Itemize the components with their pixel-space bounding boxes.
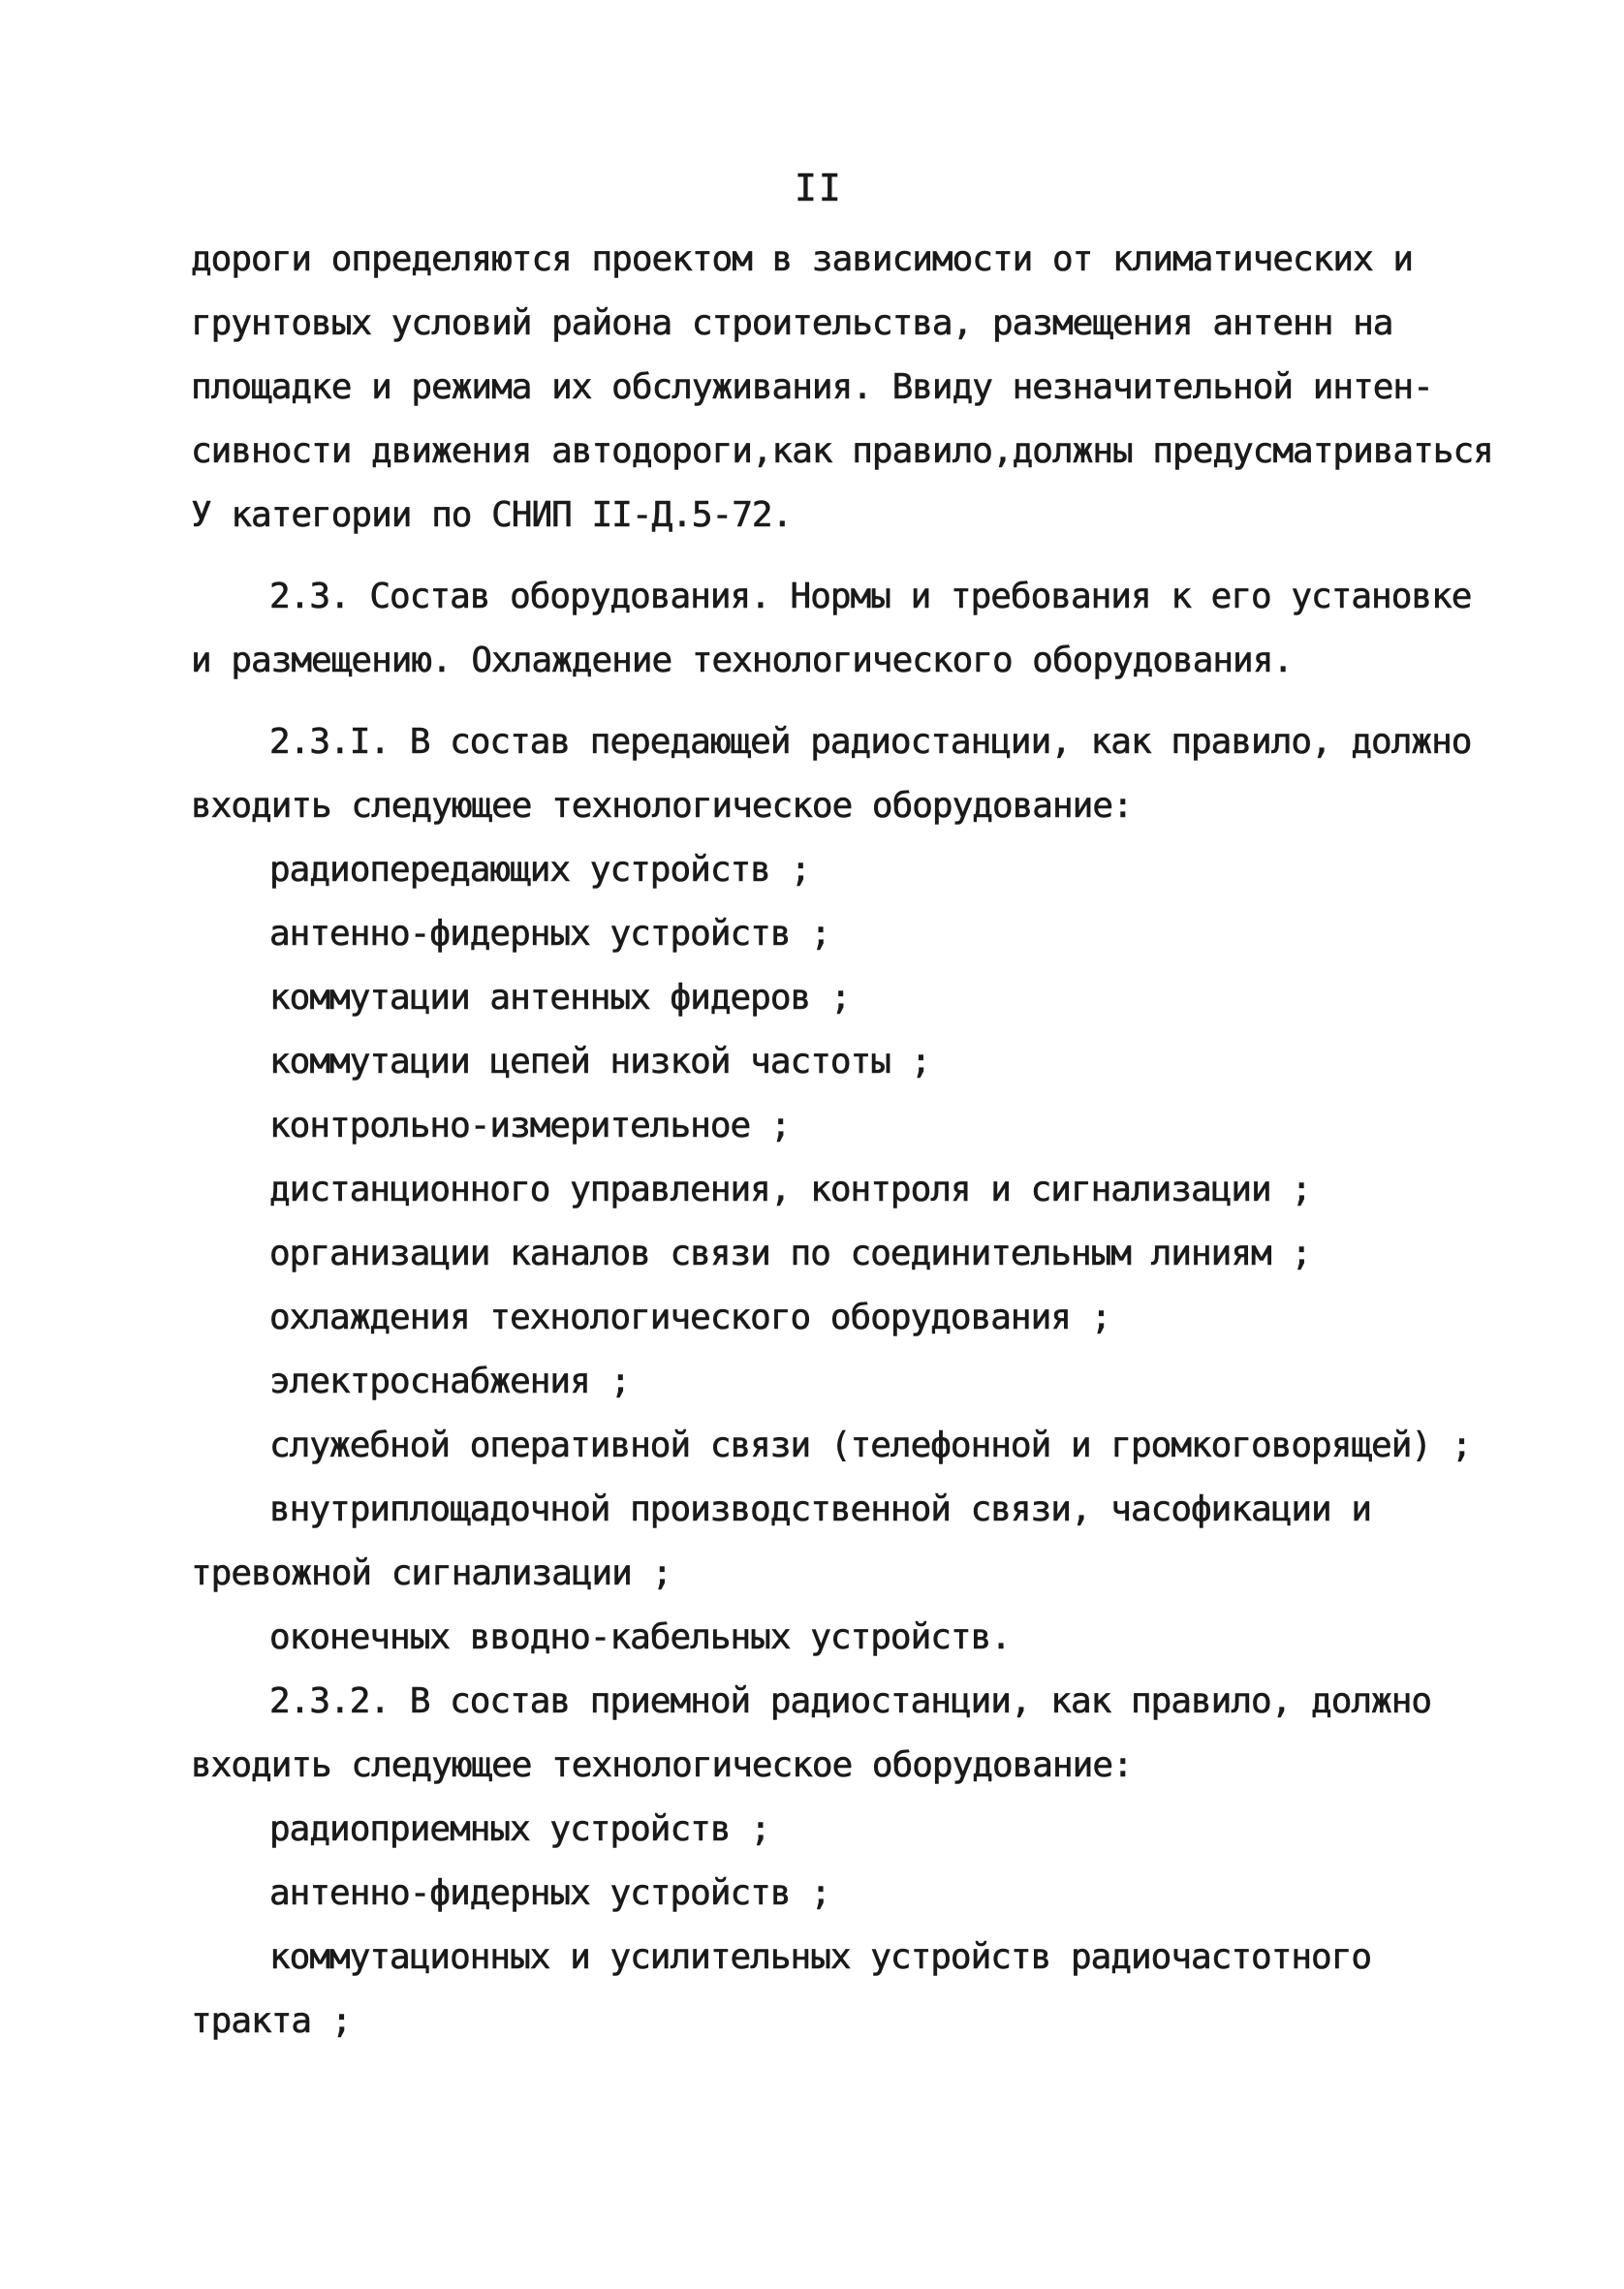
text-line: и размещению. Охлаждение технологического оборудования.	[191, 641, 1294, 680]
list-item: организации каналов связи по соединительным линиям ;	[269, 1234, 1312, 1273]
list-item: радиопередающих устройств ;	[269, 850, 811, 890]
section-heading-2-3: 2.3. Состав оборудования. Нормы и требования к его установке	[269, 577, 1472, 616]
list-item: антенно-фидерных устройств ;	[269, 914, 830, 954]
list-item-continuation: тревожной сигнализации ;	[191, 1553, 672, 1593]
list-item: электроснабжения ;	[269, 1362, 631, 1401]
list-item-continuation: тракта ;	[191, 2001, 352, 2041]
text-line: У категории по СНИП II-Д.5-72.	[191, 495, 793, 535]
text-line: дороги определяются проектом в зависимости от климатических и	[191, 239, 1414, 279]
list-item: антенно-фидерных устройств ;	[269, 1873, 830, 1913]
section-2-3-1-lead: 2.3.I. В состав передающей радиостанции, как правило, должно	[269, 722, 1472, 762]
list-item: служебной оперативной связи (телефонной и громкоговорящей) ;	[269, 1426, 1472, 1465]
section-2-3-2-lead: 2.3.2. В состав приемной радиостанции, как правило, должно	[269, 1681, 1432, 1721]
text-line: грунтовых условий района строительства, размещения антенн на	[191, 303, 1393, 343]
list-item: охлаждения технологического оборудования ;	[269, 1298, 1111, 1337]
list-item: коммутационных и усилительных устройств радиочастотного	[269, 1937, 1372, 1977]
page-number: II	[795, 167, 843, 209]
list-item: дистанционного управления, контроля и сигнализации ;	[269, 1170, 1312, 1209]
list-item: контрольно-измерительное ;	[269, 1106, 791, 1145]
list-item: оконечных вводно-кабельных устройств.	[269, 1617, 1011, 1657]
text-line: входить следующее технологическое оборудование:	[191, 786, 1133, 826]
text-line: сивности движения автодороги,как правило,должны предусматриваться	[191, 431, 1493, 471]
list-item: радиоприемных устройств ;	[269, 1809, 770, 1849]
list-item: коммутации цепей низкой частоты ;	[269, 1042, 931, 1082]
list-item: внутриплощадочной производственной связи, часофикации и	[269, 1489, 1372, 1529]
text-line: входить следующее технологическое оборудование:	[191, 1745, 1133, 1785]
text-line: площадке и режима их обслуживания. Ввиду незначительной интен-	[191, 367, 1433, 407]
list-item: коммутации антенных фидеров ;	[269, 978, 851, 1018]
